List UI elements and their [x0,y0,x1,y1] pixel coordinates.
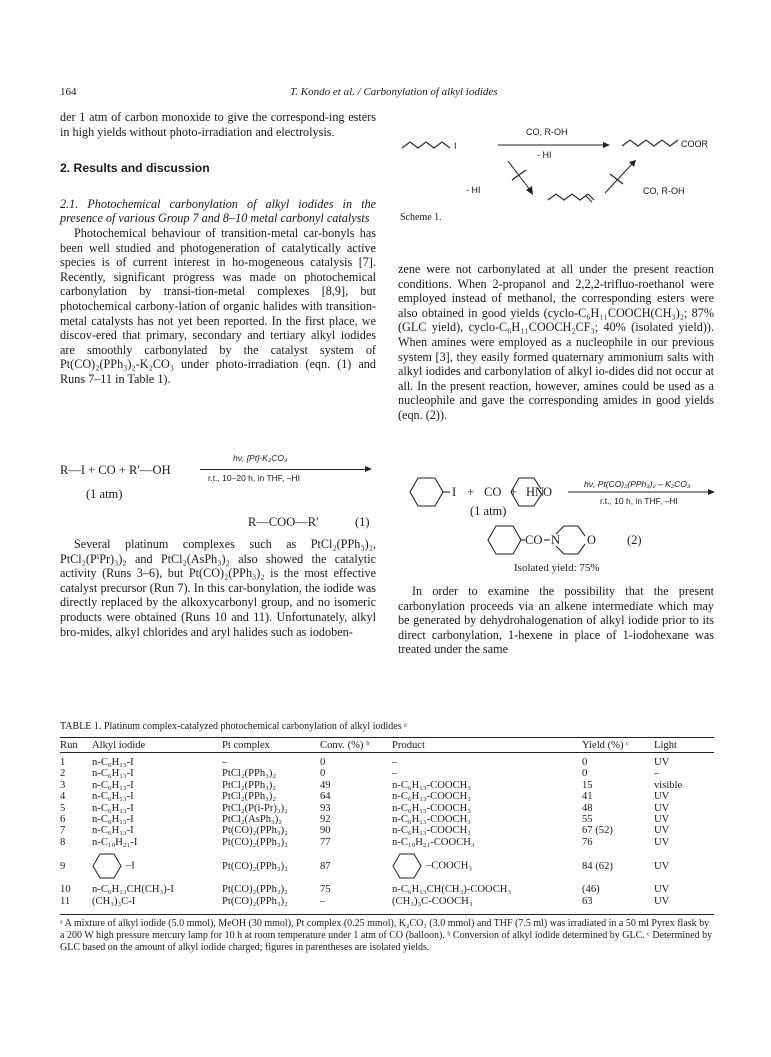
cell-yield: 55 [582,814,593,826]
th-light: Light [654,740,677,751]
cell-light: UV [654,884,670,896]
cell-product: n-C₆H₁₃CH(CH₃)-COOCH₃ [392,884,512,896]
cell-light: UV [654,860,670,872]
table-row [60,896,714,907]
cell-light: UV [654,791,670,803]
eq1-conditions-under: r.t., 10–20 h, in THF, –HI [208,473,300,483]
cell-product: n-C₆H₁₃-COOCH₃ [392,814,471,826]
table-header-row [60,740,714,753]
th-pt-complex: Pt complex [222,740,270,751]
subsection-title: 2.1. Photochemical carbonylation of alkyl iodides in the presence of various Group 7 and 8–10 metal carbonyl catalysts [60,196,376,226]
cyclohexyl-ester-suffix: –COOCH₃ [426,860,473,872]
cell-complex: – [222,757,228,768]
cell-complex: PtCl₂(AsPh₃)₂ [222,814,282,826]
eq1-conditions-over: hν, [Pt]-K₂CO₃ [233,453,288,463]
page-number: 164 [60,86,77,98]
cell-yield: 76 [582,836,593,848]
scheme-down-left: - HI [466,185,481,195]
eq1-lhs: R—I + CO + R′—OH [60,463,171,477]
cell-run: 7 [60,825,66,837]
eq2-co: CO [484,485,502,499]
cell-conv: 87 [320,860,331,872]
running-title: T. Kondo et al. / Carbonylation of alkyl iodides [290,86,498,98]
cell-iodide: n-C₆H₁₃-I [92,814,134,826]
th-alkyl-iodide: Alkyl iodide [92,740,146,751]
table-row [60,791,714,802]
cell-iodide: n-C₆H₁₃-I [92,825,134,837]
cell-conv: 0 [320,757,326,768]
cell-conv: 90 [320,825,331,837]
left-column-bottom [60,537,376,639]
table-row [60,848,714,884]
eq2-plus-2: + [510,485,518,499]
cell-conv: 75 [320,884,331,896]
cell-complex: Pt(CO)₂(PPh₃)₂ [222,884,288,896]
scheme-top-over: CO, R-OH [526,127,568,137]
table-row [60,884,714,895]
cell-product: n-C₆H₁₃-COOCH₃ [392,779,471,791]
cell-complex: PtCl₂(PPh₃)₂ [222,768,277,780]
cell-run: 3 [60,779,66,791]
cell-yield: 84 (62) [582,860,613,872]
cell-run: 5 [60,802,66,814]
cell-yield: 0 [582,757,588,768]
cell-run: 2 [60,768,66,780]
cell-light: UV [654,814,670,826]
cell-light: UV [654,836,670,848]
cell-complex: PtCl₂(P(i-Pr)₃)₂ [222,802,288,814]
eq2-oxygen-2: O [587,533,597,547]
cell-iodide: (CH₃)₃C-I [92,895,136,907]
cell-product: (CH₃)₃C-COOCH₃ [392,895,473,907]
right-column-bottom [398,584,714,657]
table-caption: TABLE 1. Platinum complex-catalyzed photochemical carbonylation of alkyl iodides ᵃ [60,721,407,732]
cell-complex: Pt(CO)₂(PPh₃)₂ [222,825,288,837]
cell-complex: Pt(CO)₂(PPh₃)₂ [222,895,288,907]
cell-iodide: n-C₆H₁₃-I [92,779,134,791]
cell-product: – [392,757,398,768]
section-title: 2. Results and discussion [60,161,210,176]
eq2-number: (2) [627,533,642,547]
eq2-conditions-under: r.t., 10 h, in THF, –HI [600,496,678,506]
table-row [60,825,714,836]
cell-complex: Pt(CO)₂(PPh₃)₂ [222,860,288,872]
paragraph-alkene-intermediate: In order to examine the possibility that the present carbonylation proceeds via an alkene intermediate which may be generated by dehydrohalogenation of alkyl iodide prior to its direct carbonylation, 1-hexene in place of 1-iodohexane was treated under the same [398,584,714,657]
cell-light: visible [654,779,683,791]
table-footnote: ᵃ A mixture of alkyl iodide (5.0 mmol), MeOH (30 mmol), Pt complex (0.25 mmol), K₂CO₃ (3.0 mmol) and THF (7.5 ml) was irradiated in a 50 ml Pyrex flask by a 200 W high pressure mercury lamp for 10 h at room temperature under 1 atm of CO (balloon). ᵇ Conversion of alkyl iodide determined by GLC. ᶜ Determined by GLC based on the amount of alkyl iodide charged; figures in parentheses are isolated yields. [60,918,713,954]
cell-run: 9 [60,860,66,872]
cell-run: 6 [60,814,66,826]
th-product: Product [392,740,425,751]
table-row [60,780,714,791]
th-yield: Yield (%) ᶜ [582,740,629,751]
eq1-number: (1) [355,515,370,529]
cell-light: UV [654,825,670,837]
paragraph-nucleophile: zene were not carbonylated at all under the present reaction conditions. When 2-propanol and 2,2,2-trifluo-roethanol were employed instead of methanol, the corresponding esters were also obtained in good yields (cyclo-C₆H₁₁COOCH(CH₃)₂; 87% (GLC yield), cyclo-C₆H₁₁COOCH₂CF₃; 40% (isolated yield)). When amines were employed as a nucleophile in our previous system [3], they easily formed quaternary ammonium salts with alkyl iodides and carbonylation of alkyl io-dides did not occur at all. In the present reaction, however, amines could be used as a nucleophile and gave the corresponding amides in good yields (eqn. (2)). [398,262,714,422]
cell-complex: Pt(CO)₂(PPh₃)₂ [222,836,288,848]
table-row [60,837,714,848]
scheme-left-iodide-label: I [454,141,457,151]
eq2-isolated-yield: Isolated yield: 75% [514,562,600,574]
eq2-atm: (1 atm) [470,504,507,518]
paragraph-photochemical: Photochemical behaviour of transition-metal car-bonyls has been well studied and photogeneration of catalytically active species is of current interest in ho-mogeneous catalysis [7]. Recently, significant progress was made on photochemical carbonylation by transi-tion-metal complexes [8,9], but photochemical carbony-lation of organic halides with transition-metal catalysts has not yet been reported. In the first place, we discov-ered that primary, secondary and tertiary alkyl iodides are smoothly carbonylated by the catalyst system of Pt(CO)₂(PPh₃)₂-K₂CO₃ under photo-irradiation (eqn. (1) and Runs 7–11 in Table 1). [60,225,376,386]
cell-product: n-C₁₀H₂₁-COOCH₃ [392,836,475,848]
cell-yield: 63 [582,895,593,907]
cell-product: n-C₆H₁₃-COOCH₃ [392,802,471,814]
cell-complex: PtCl₂(PPh₃)₂ [222,791,277,803]
cyclohexyl-ring-icon [92,852,126,880]
eq1-atm: (1 atm) [86,487,123,501]
cell-iodide: n-C₆H₁₃-I [92,791,134,803]
cell-iodide: n-C₆H₁₃-I [92,802,134,814]
cell-yield: 0 [582,768,588,780]
left-column-top [60,110,376,387]
cyclohexyl-iodide-suffix: –I [126,860,135,872]
cell-conv: 64 [320,791,331,803]
intro-paragraph: der 1 atm of carbon monoxide to give the correspond-ing esters in high yields without photo-irradiation and electrolysis. [60,110,376,139]
cell-run: 10 [60,884,71,896]
cell-product [392,848,582,884]
cell-light: UV [654,757,670,768]
cell-product: n-C₆H₁₃-COOCH₃ [392,791,471,803]
table-1 [60,740,714,907]
eq2-conditions-over: hν, Pt(CO)₂(PPh₃)₂ – K₂CO₃ [584,479,691,489]
table-rule-top [60,737,714,738]
scheme-down-right: CO, R-OH [643,186,685,196]
scheme-top-under: - HI [537,150,552,160]
cell-product: – [392,768,398,780]
cell-conv: 93 [320,802,331,814]
cell-run: 1 [60,757,66,768]
cell-iodide: n-C₁₀H₂₁-I [92,836,138,848]
cell-conv: 92 [320,814,331,826]
eq2-plus-1: + [467,485,475,499]
cell-light: UV [654,895,670,907]
cell-yield: 15 [582,779,593,791]
scheme-right-label: COOR [681,139,708,149]
cell-iodide: n-C₆H₁₃-I [92,768,134,780]
paragraph-platinum-complexes: Several platinum complexes such as PtCl₂(PPh₃)₂, PtCl₂(PⁱPr)₃)₂ and PtCl₂(AsPh₃)₂ also showed the catalytic activity (Runs 3–6), but Pt(CO)₂(PPh₃)₂ is the most effective catalyst precursor (Run 7). In this car-bonylation, the iodide was directly replaced by the alkoxycarbonyl group, and no isomeric products were obtained (Runs 10 and 11). Unfortunately, alkyl bro-mides, alkyl chlorides and aryl halides such as iodoben- [60,537,376,639]
table-rule-bottom [60,914,714,915]
eq2-oxygen-1: O [543,485,553,499]
cell-complex: PtCl₂(PPh₃)₂ [222,779,277,791]
cell-conv: 77 [320,836,331,848]
eq1-rhs: R—COO—R′ [248,515,319,529]
eq1-arrow [200,469,367,470]
cell-run: 4 [60,791,66,803]
table-row [60,814,714,825]
cyclohexyl-ring-icon [392,852,426,880]
eq2-iodide-label: I [452,485,457,499]
cell-run: 8 [60,836,66,848]
right-column-top [398,262,714,423]
eq2-product-co: CO [525,533,543,547]
scheme-caption: Scheme 1. [400,212,442,223]
cell-run: 11 [60,895,71,907]
cell-conv: 0 [320,768,326,780]
cell-iodide: n-C₆H₁₃CH(CH₃)-I [92,884,174,896]
table-row [60,768,714,779]
th-conversion: Conv. (%) ᵇ [320,740,370,751]
eq2-product-n: N [551,533,561,547]
cell-yield: 41 [582,791,593,803]
cell-light: – [654,768,660,780]
cell-product: n-C₆H₁₃-COOCH₃ [392,825,471,837]
cell-conv: 49 [320,779,331,791]
cell-yield: 67 (52) [582,825,613,837]
eq1-arrowhead [365,466,372,472]
cell-conv: – [320,895,326,907]
th-run: Run [60,740,78,751]
eq2-hn: HN [526,485,545,499]
cell-yield: 48 [582,802,593,814]
cell-light: UV [654,802,670,814]
cell-iodide: n-C₆H₁₃-I [92,757,134,768]
table-row [60,803,714,814]
table-row [60,757,714,768]
cell-iodide [92,848,222,884]
cell-yield: (46) [582,884,600,896]
